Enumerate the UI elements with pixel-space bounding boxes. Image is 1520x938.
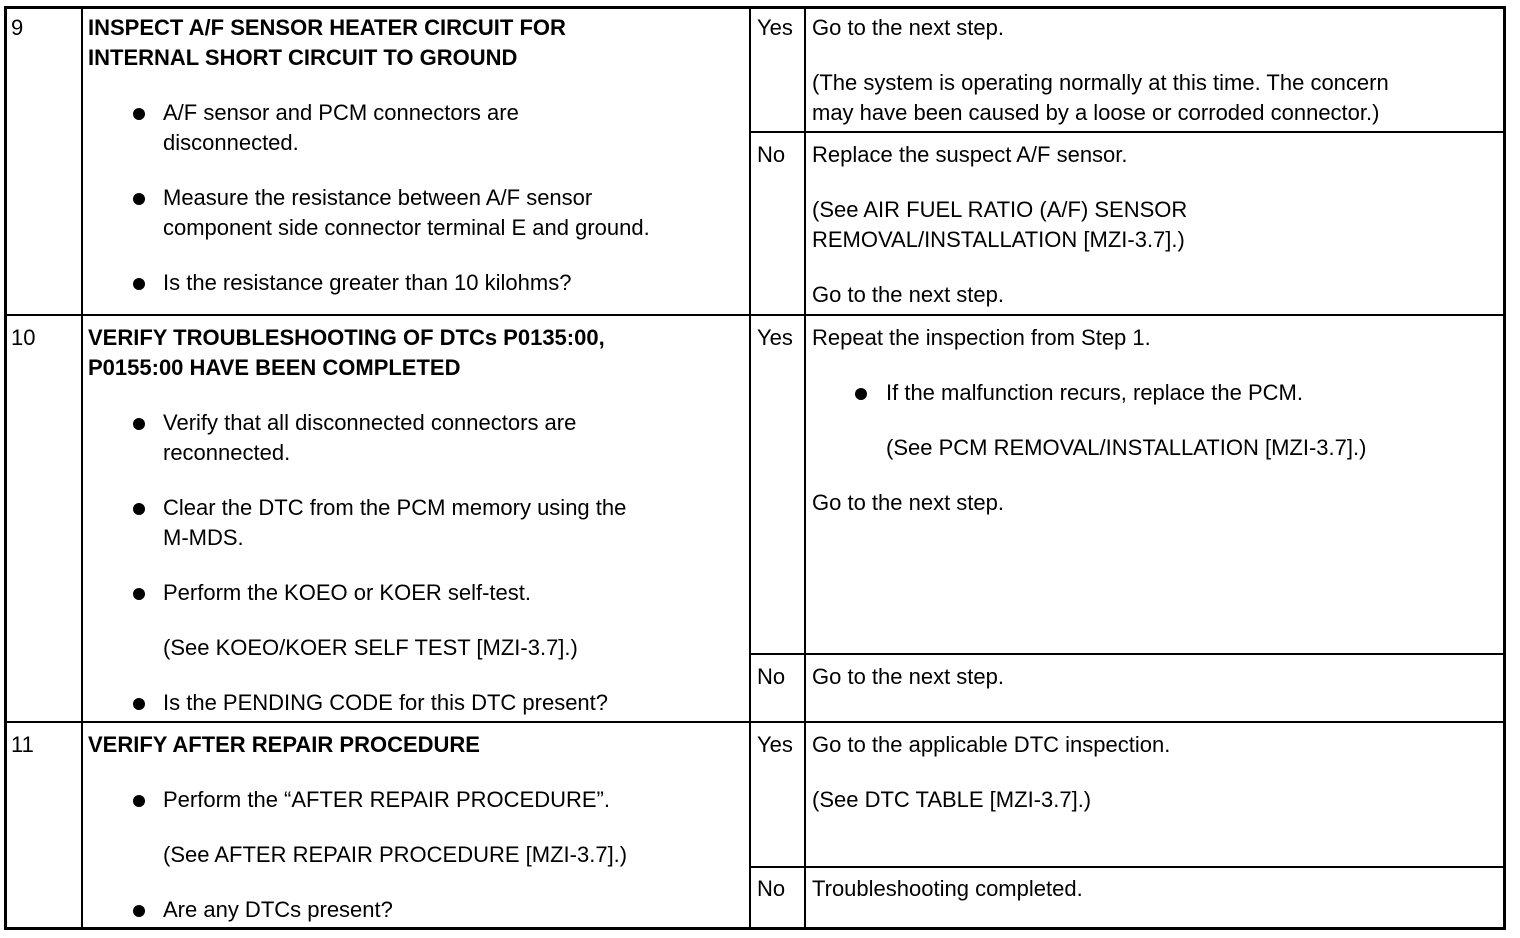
answer-divider <box>749 653 1506 655</box>
step-number: 11 <box>11 732 34 757</box>
bullet-dot <box>133 503 145 515</box>
bullet-dot <box>133 108 145 120</box>
yes-label: Yes <box>757 325 793 350</box>
column-divider <box>749 6 751 930</box>
bullet-text: Perform the “AFTER REPAIR PROCEDURE”. <box>163 787 610 812</box>
bullet-text: reconnected. <box>163 440 291 465</box>
no-action: Troubleshooting completed. <box>812 876 1083 901</box>
answer-divider <box>749 866 1506 868</box>
row-divider <box>4 314 1506 316</box>
yes-action: Go to the next step. <box>812 490 1005 515</box>
column-divider <box>81 6 83 930</box>
step-title: INTERNAL SHORT CIRCUIT TO GROUND <box>88 45 518 70</box>
yes-label: Yes <box>757 15 793 40</box>
step-number: 10 <box>11 325 36 350</box>
no-action: Replace the suspect A/F sensor. <box>812 142 1128 167</box>
no-label: No <box>757 876 786 901</box>
yes-action: (See PCM REMOVAL/INSTALLATION [MZI-3.7].) <box>886 435 1367 460</box>
bullet-text: Verify that all disconnected connectors are <box>163 410 577 435</box>
no-label: No <box>757 142 786 167</box>
bullet-dot <box>133 698 145 710</box>
step-number: 9 <box>11 15 24 40</box>
step-title: VERIFY TROUBLESHOOTING OF DTCs P0135:00, <box>88 325 605 350</box>
bullet-dot <box>133 278 145 290</box>
no-label: No <box>757 664 786 689</box>
reference-text: (See AFTER REPAIR PROCEDURE [MZI-3.7].) <box>163 842 628 867</box>
reference-text: (See KOEO/KOER SELF TEST [MZI-3.7].) <box>163 635 578 660</box>
yes-action: If the malfunction recurs, replace the PCM. <box>886 380 1303 405</box>
bullet-text: Perform the KOEO or KOER self-test. <box>163 580 531 605</box>
bullet-text: Are any DTCs present? <box>163 897 393 922</box>
bullet-text: Measure the resistance between A/F sensor <box>163 185 593 210</box>
bullet-text: disconnected. <box>163 130 299 155</box>
answer-divider <box>749 131 1506 133</box>
no-action: Go to the next step. <box>812 664 1005 689</box>
bullet-text: A/F sensor and PCM connectors are <box>163 100 519 125</box>
column-divider <box>804 6 806 930</box>
bullet-text: Is the PENDING CODE for this DTC present? <box>163 690 609 715</box>
yes-action: Go to the applicable DTC inspection. <box>812 732 1171 757</box>
step-title: VERIFY AFTER REPAIR PROCEDURE <box>88 732 480 757</box>
row-divider <box>4 721 1506 723</box>
step-title: INSPECT A/F SENSOR HEATER CIRCUIT FOR <box>88 15 566 40</box>
bullet-text: Is the resistance greater than 10 kilohms? <box>163 270 572 295</box>
bullet-dot <box>133 905 145 917</box>
bullet-text: component side connector terminal E and ground. <box>163 215 650 240</box>
step-title: P0155:00 HAVE BEEN COMPLETED <box>88 355 461 380</box>
bullet-dot <box>133 418 145 430</box>
no-action: Go to the next step. <box>812 282 1005 307</box>
yes-action: may have been caused by a loose or corroded connector.) <box>812 100 1380 125</box>
bullet-dot <box>133 795 145 807</box>
yes-label: Yes <box>757 732 793 757</box>
yes-action: (The system is operating normally at this time. The concern <box>812 70 1389 95</box>
yes-action: Go to the next step. <box>812 15 1005 40</box>
no-action: REMOVAL/INSTALLATION [MZI-3.7].) <box>812 227 1185 252</box>
bullet-text: Clear the DTC from the PCM memory using the <box>163 495 627 520</box>
bullet-dot <box>133 193 145 205</box>
bullet-dot <box>855 388 867 400</box>
no-action: (See AIR FUEL RATIO (A/F) SENSOR <box>812 197 1188 222</box>
bullet-text: M-MDS. <box>163 525 244 550</box>
yes-action: (See DTC TABLE [MZI-3.7].) <box>812 787 1092 812</box>
bullet-dot <box>133 588 145 600</box>
yes-action: Repeat the inspection from Step 1. <box>812 325 1151 350</box>
